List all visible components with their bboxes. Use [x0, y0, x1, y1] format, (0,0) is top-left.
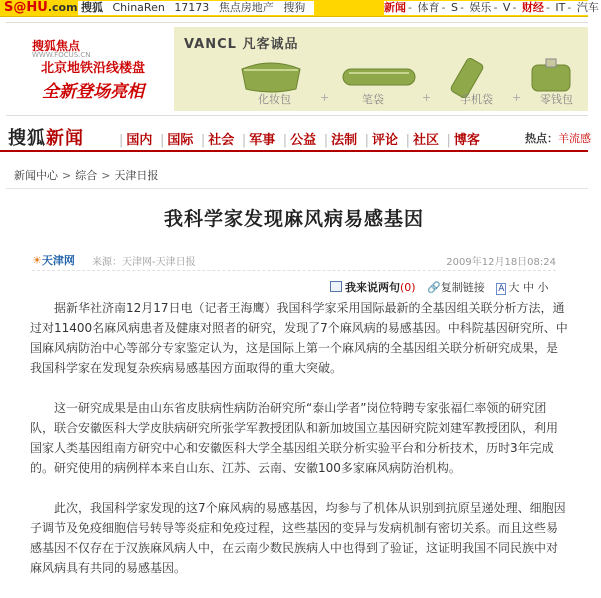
link-icon: 🔗: [427, 281, 441, 294]
focus-url: WWW.FOCUS.CN: [32, 51, 91, 59]
sohu-logo[interactable]: [4, 0, 78, 15]
article-tools: [330, 279, 548, 295]
font-medium-button[interactable]: 中: [522, 281, 534, 294]
breadcrumb-divider: [6, 188, 588, 189]
breadcrumb-tianjin-daily[interactable]: 天津日报: [114, 169, 159, 182]
top-links: [78, 1, 314, 15]
product-label-cosmetic: 化妆包: [258, 93, 291, 106]
product-label-pen: 笔袋: [362, 93, 384, 106]
comment-link[interactable]: 我来说两句: [345, 281, 400, 294]
article-body: [30, 298, 568, 598]
nav-link-community[interactable]: 社区: [412, 133, 439, 148]
channel-s[interactable]: S: [450, 1, 458, 14]
news-nav: [0, 122, 591, 152]
article-source: 来源：天津网-天津日报: [92, 257, 196, 268]
cosmetic-bag-image: [236, 55, 306, 95]
hot-topics: [525, 130, 591, 146]
nav-link-blog[interactable]: 博客: [453, 133, 480, 148]
font-large-button[interactable]: 大: [508, 281, 520, 294]
comment-count: (0): [400, 281, 416, 294]
nav-link-charity[interactable]: 公益: [290, 133, 317, 148]
channel-sports[interactable]: 体育: [417, 1, 440, 14]
font-small-button[interactable]: 小: [537, 281, 549, 294]
font-size-icon: A: [498, 284, 505, 294]
channel-it[interactable]: IT: [555, 1, 566, 14]
focus-ad-line2: 全新登场亮相: [42, 82, 144, 102]
tianjin-net-logo: ☀天津网: [32, 254, 75, 267]
product-label-phone: 手机袋: [460, 93, 493, 106]
breadcrumb-general[interactable]: 综合: [75, 169, 98, 182]
article-source-line: [32, 252, 556, 268]
article-paragraph-1: 据新华社济南12月17日电（记者王海鹰）我国科学家采用国际最新的全基因组关联分析方法，通过对11400名麻风病患者及健康对照者的研究，发现了7个麻风病的易感基因。中科院基因研究所、中国麻风病防治中心等部分专家鉴定认为，这是国际上第一个麻风病的全基因组关联分析研究成果，是我国科学家在发现复杂疾病易感基因方面取得的重大突破。: [30, 301, 568, 375]
vancl-title: VANCL 凡客诚品: [184, 37, 299, 52]
top-bar: [0, 0, 599, 17]
vancl-ad[interactable]: VANCL 凡客诚品 化妆包 + 笔袋 + 手机袋 + 零钱包: [174, 27, 588, 111]
channel-finance[interactable]: 财经: [521, 1, 544, 14]
channel-links: 新闻 - 体育 - S - 娱乐 - V - 财经 - IT - 汽车: [384, 1, 599, 14]
top-link-17173[interactable]: 17173: [174, 1, 210, 14]
nav-section: 新闻: [46, 128, 84, 149]
top-link-chinaren[interactable]: ChinaRen: [112, 1, 165, 14]
channel-ent[interactable]: 娱乐: [469, 1, 492, 14]
nav-link-society[interactable]: 社会: [208, 133, 235, 148]
focus-ad-line1: 北京地铁沿线楼盘: [40, 61, 145, 76]
channel-v[interactable]: V: [502, 1, 511, 14]
tianjin-logo-icon: ☀: [32, 254, 42, 267]
article-paragraph-3: 此次，我国科学家发现的这7个麻风病的易感基因，均参与了机体从识别到抗原呈递处理、细胞因子调节及免疫细胞信号转导等炎症和免疫过程，这些基因的变异与发病机制有密切关系。而且这些易感基因不仅存在于汉族麻风病人中，在云南少数民族病人中也得到了验证，这证明我国不同民族中对麻风病具有共同的易感基因。: [30, 501, 566, 575]
copy-link-button[interactable]: 复制链接: [440, 281, 485, 294]
channel-news[interactable]: 新闻: [384, 1, 406, 14]
pen-bag-image: [339, 61, 419, 91]
logo-com: .com: [47, 1, 78, 14]
nav-link-comment[interactable]: 评论: [372, 133, 399, 148]
channel-auto[interactable]: 汽车: [576, 1, 599, 14]
nav-link-domestic[interactable]: 国内: [126, 133, 153, 148]
nav-site: 搜狐: [8, 128, 46, 149]
focus-logo-text: 搜狐焦点: [32, 39, 81, 53]
article-title: 我科学家发现麻风病易感基因: [163, 208, 424, 230]
hot-label: 热点：: [525, 132, 558, 145]
nav-link-military[interactable]: 军事: [249, 133, 276, 148]
article-date: 2009年12月18日08:24: [446, 257, 556, 268]
top-link-sogou[interactable]: 搜狗: [283, 1, 306, 14]
top-link-sohu[interactable]: 搜狐: [81, 1, 103, 14]
nav-link-international[interactable]: 国际: [167, 133, 194, 148]
ad-area: [6, 22, 588, 116]
source-divider: [32, 270, 556, 271]
article-paragraph-2: 这一研究成果是由山东省皮肤病性病防治研究所“泰山学者”岗位特聘专家张福仁率领的研究团队，联合安徽医科大学皮肤病研究所张学军教授团队和新加坡国立基因研究院刘建军教授团队，利用国家人类基因组南方研究中心和安徽医科大学全基因组关联分析实验平台和分析技术，历时3年完成的。研究使用的病例样本来自山东、江苏、云南、安徽100多家麻风病防治机构。: [30, 401, 559, 475]
product-label-coin: 零钱包: [540, 93, 573, 106]
breadcrumb-news-center[interactable]: 新闻中心: [14, 169, 58, 182]
nav-links: | 国内 | 国际 | 社会 | 军事 | 公益 | 法制 | 评论 | 社区 | 博客: [119, 133, 480, 148]
logo-main: S@HU: [4, 0, 48, 15]
nav-link-law[interactable]: 法制: [331, 133, 358, 148]
hot-link[interactable]: 羊流感: [558, 132, 591, 145]
top-link-focus[interactable]: 焦点房地产: [218, 1, 274, 14]
comment-icon: [330, 281, 342, 292]
news-nav-title[interactable]: [8, 124, 84, 150]
focus-ad[interactable]: [28, 37, 158, 105]
breadcrumb: 新闻中心 > 综合 > 天津日报: [14, 169, 159, 182]
